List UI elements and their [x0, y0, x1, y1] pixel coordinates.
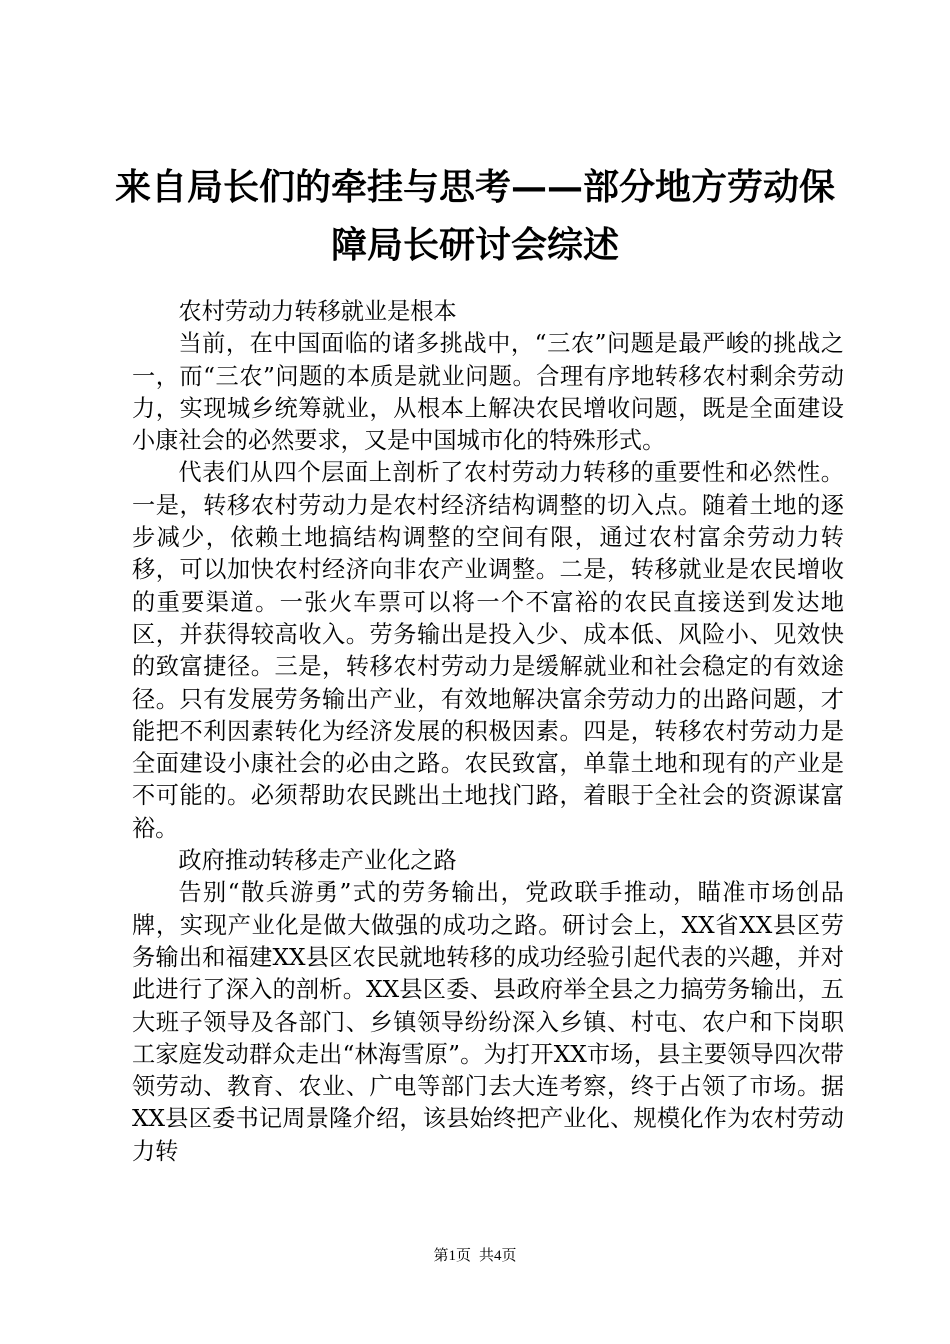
body-paragraph: 告别“散兵游勇”式的劳务输出，党政联手推动，瞄准市场创品牌，实现产业化是做大做强的成功之路。研讨会上，XX省XX县区劳务输出和福建XX县区农民就地转移的成功经验引起代表的兴趣，并对此进行了深入的剖析。XX县区委、县政府举全县之力搞劳务输出，五大班子领导及各部门、乡镇领导纷纷深入乡镇、村屯、农户和下岗职工家庭发动群众走出“林海雪原”。为打开XX市场，县主要领导四次带领劳动、教育、农业、广电等部门去大连考察，终于占领了市场。据XX县区委书记周景隆介绍，该县始终把产业化、规模化作为农村劳动力转 — [132, 879, 844, 1165]
page-number: 第1页 — [433, 1248, 471, 1264]
section-heading-government: 政府推动转移走产业化之路 — [178, 847, 457, 875]
document-title: 来自局长们的牵挂与思考——部分地方劳动保障局长研讨会综述 — [114, 166, 835, 266]
document-body — [132, 296, 844, 1168]
body-paragraph: 代表们从四个层面上剖析了农村劳动力转移的重要性和必然性。一是，转移农村劳动力是农村经济结构调整的切入点。随着土地的逐步减少，依赖土地搞结构调整的空间有限，通过农村富余劳动力转移，可以加快农村经济向非农产业调整。二是，转移就业是农民增收的重要渠道。一张火车票可以将一个不富裕的农民直接送到发达地区，并获得较高收入。劳务输出是投入少、成本低、风险小、见效快的致富捷径。三是，转移农村劳动力是缓解就业和社会稳定的有效途径。只有发展劳务输出产业，有效地解决富余劳动力的出路问题，才能把不利因素转化为经济发展的积极因素。四是，转移农村劳动力是全面建设小康社会的必由之路。农民致富，单靠土地和现有的产业是不可能的。必须帮助农民跳出土地找门路，着眼于全社会的资源谋富裕。 — [132, 459, 844, 842]
page-total: 共4页 — [479, 1248, 517, 1264]
page-footer — [0, 1246, 950, 1266]
body-paragraph: 当前，在中国面临的诸多挑战中，“三农”问题是最严峻的挑战之一，而“三农”问题的本质是就业问题。合理有序地转移农村剩余劳动力，实现城乡统筹就业，从根本上解决农民增收问题，既是全面建设小康社会的必然要求，又是中国城市化的特殊形式。 — [132, 330, 844, 455]
section-heading-rural-labor: 农村劳动力转移就业是根本 — [178, 298, 457, 325]
